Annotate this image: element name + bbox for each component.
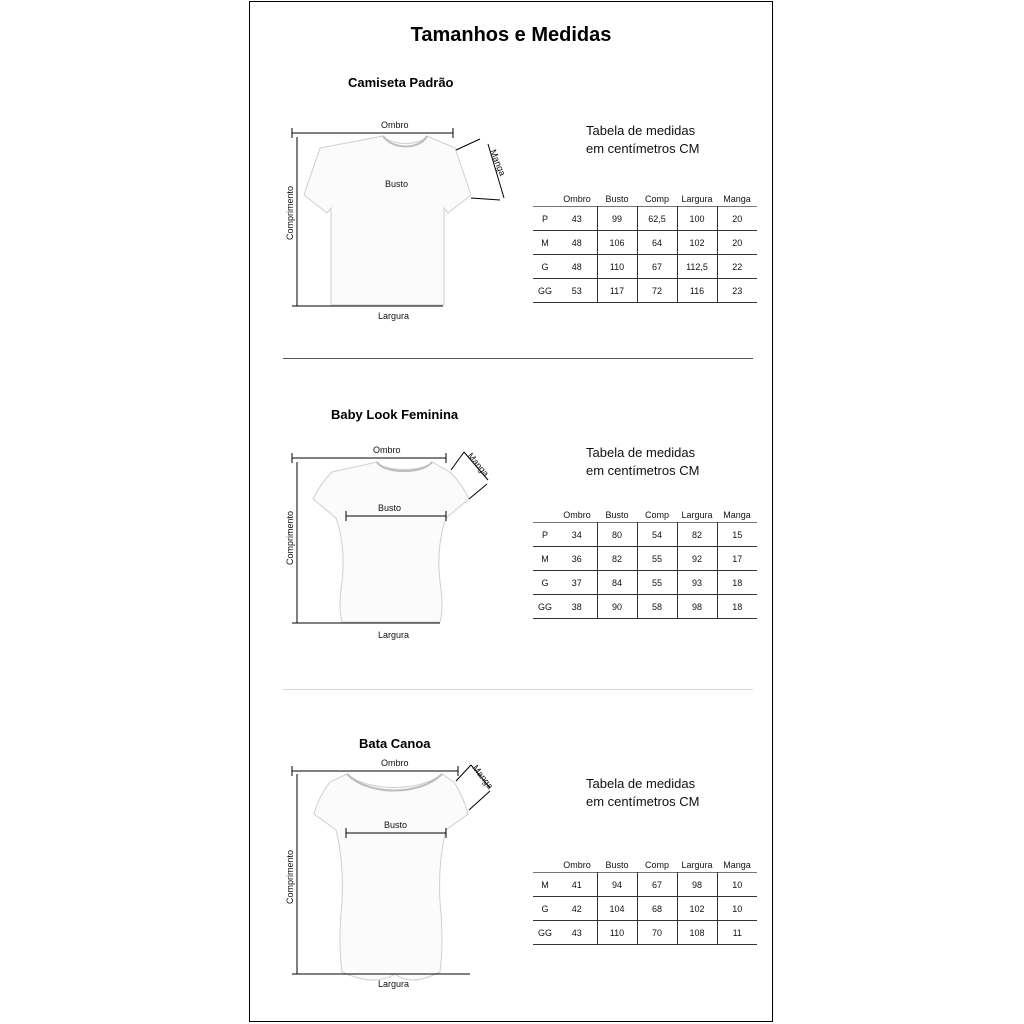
value-cell: 48 xyxy=(557,231,597,255)
size-cell: M xyxy=(541,879,549,890)
size-cell: GG xyxy=(537,285,552,296)
size-cell: P xyxy=(541,529,548,540)
value-cell: 80 xyxy=(597,523,637,547)
value-cell: 10 xyxy=(732,879,743,890)
column-header: Busto xyxy=(605,194,629,204)
value-cell: 43 xyxy=(557,207,597,231)
column-header: Ombro xyxy=(563,510,591,520)
value-cell: 17 xyxy=(732,553,743,564)
value-cell: 67 xyxy=(637,873,677,897)
size-chart-sheet xyxy=(249,1,773,1022)
ombro-label: Ombro xyxy=(381,758,409,768)
value-cell: 82 xyxy=(597,547,637,571)
value-cell: 82 xyxy=(677,523,717,547)
size-cell: GG xyxy=(537,601,552,612)
column-header: Largura xyxy=(681,194,713,204)
value-cell: 36 xyxy=(557,547,597,571)
ombro-label: Ombro xyxy=(381,120,409,130)
table-caption: Tabela de medidas em centímetros CM xyxy=(586,776,700,809)
value-cell: 64 xyxy=(637,231,677,255)
bata-canoa-illustration xyxy=(314,774,468,980)
largura-label: Largura xyxy=(378,630,410,640)
size-cell: G xyxy=(541,577,549,588)
size-cell: G xyxy=(541,903,549,914)
value-cell: 67 xyxy=(637,255,677,279)
size-cell: GG xyxy=(537,927,552,938)
value-cell: 116 xyxy=(677,279,717,303)
value-cell: 104 xyxy=(597,897,637,921)
largura-label: Largura xyxy=(378,311,410,321)
value-cell: 23 xyxy=(732,285,743,296)
largura-label: Largura xyxy=(378,979,410,989)
value-cell: 20 xyxy=(732,237,743,248)
section-bata-canoa xyxy=(250,2,772,1021)
ombro-label: Ombro xyxy=(373,445,401,455)
value-cell: 53 xyxy=(557,279,597,303)
value-cell: 112,5 xyxy=(677,255,717,279)
table-row xyxy=(533,921,757,945)
value-cell: 55 xyxy=(637,571,677,595)
table-caption: Tabela de medidas em centímetros CM xyxy=(586,445,700,478)
column-header: Ombro xyxy=(563,860,591,870)
value-cell: 54 xyxy=(637,523,677,547)
section-title: Bata Canoa xyxy=(359,736,431,751)
column-header: Ombro xyxy=(563,194,591,204)
value-cell: 94 xyxy=(597,873,637,897)
value-cell: 106 xyxy=(597,231,637,255)
measurement-table xyxy=(533,858,757,945)
busto-label: Busto xyxy=(378,503,402,513)
value-cell: 43 xyxy=(557,921,597,945)
value-cell: 22 xyxy=(732,261,743,272)
value-cell: 102 xyxy=(677,897,717,921)
value-cell: 99 xyxy=(597,207,637,231)
value-cell: 48 xyxy=(557,255,597,279)
section-title: Camiseta Padrão xyxy=(348,75,454,90)
value-cell: 110 xyxy=(597,255,637,279)
value-cell: 41 xyxy=(557,873,597,897)
value-cell: 15 xyxy=(732,529,743,540)
value-cell: 55 xyxy=(637,547,677,571)
size-cell: G xyxy=(541,261,549,272)
comprimento-label: Comprimento xyxy=(285,510,295,565)
column-header: Manga xyxy=(723,194,751,204)
busto-label: Busto xyxy=(385,179,409,189)
value-cell: 62,5 xyxy=(637,207,677,231)
value-cell: 92 xyxy=(677,547,717,571)
value-cell: 84 xyxy=(597,571,637,595)
column-header: Comp xyxy=(644,194,669,204)
value-cell: 90 xyxy=(597,595,637,619)
manga-label: Manga xyxy=(488,148,508,178)
table-row xyxy=(533,897,757,921)
value-cell: 34 xyxy=(557,523,597,547)
value-cell: 70 xyxy=(637,921,677,945)
value-cell: 38 xyxy=(557,595,597,619)
column-header: Busto xyxy=(605,510,629,520)
value-cell: 18 xyxy=(732,577,743,588)
size-cell: M xyxy=(541,553,549,564)
value-cell: 102 xyxy=(677,231,717,255)
table-caption: Tabela de medidas em centímetros CM xyxy=(586,123,700,156)
page-title: Tamanhos e Medidas xyxy=(410,24,612,46)
size-cell: P xyxy=(541,213,548,224)
value-cell: 58 xyxy=(637,595,677,619)
value-cell: 98 xyxy=(677,873,717,897)
value-cell: 72 xyxy=(637,279,677,303)
column-header: Comp xyxy=(644,860,669,870)
column-header: Largura xyxy=(681,510,713,520)
value-cell: 18 xyxy=(732,601,743,612)
section-title: Baby Look Feminina xyxy=(331,407,459,422)
table-row xyxy=(533,873,757,897)
comprimento-label: Comprimento xyxy=(285,185,295,240)
value-cell: 11 xyxy=(732,927,742,938)
manga-label: Manga xyxy=(470,763,496,791)
size-cell: M xyxy=(541,237,549,248)
column-header: Manga xyxy=(723,510,751,520)
manga-label: Manga xyxy=(465,450,491,479)
value-cell: 108 xyxy=(677,921,717,945)
value-cell: 20 xyxy=(732,213,743,224)
value-cell: 110 xyxy=(597,921,637,945)
value-cell: 98 xyxy=(677,595,717,619)
value-cell: 37 xyxy=(557,571,597,595)
value-cell: 117 xyxy=(597,279,637,303)
value-cell: 68 xyxy=(637,897,677,921)
column-header: Largura xyxy=(681,860,713,870)
column-header: Busto xyxy=(605,860,629,870)
comprimento-label: Comprimento xyxy=(285,849,295,904)
value-cell: 100 xyxy=(677,207,717,231)
value-cell: 93 xyxy=(677,571,717,595)
table-header-row xyxy=(533,858,757,873)
busto-label: Busto xyxy=(384,820,408,830)
column-header: Manga xyxy=(723,860,751,870)
value-cell: 42 xyxy=(557,897,597,921)
column-header: Comp xyxy=(644,510,669,520)
value-cell: 10 xyxy=(732,903,743,914)
